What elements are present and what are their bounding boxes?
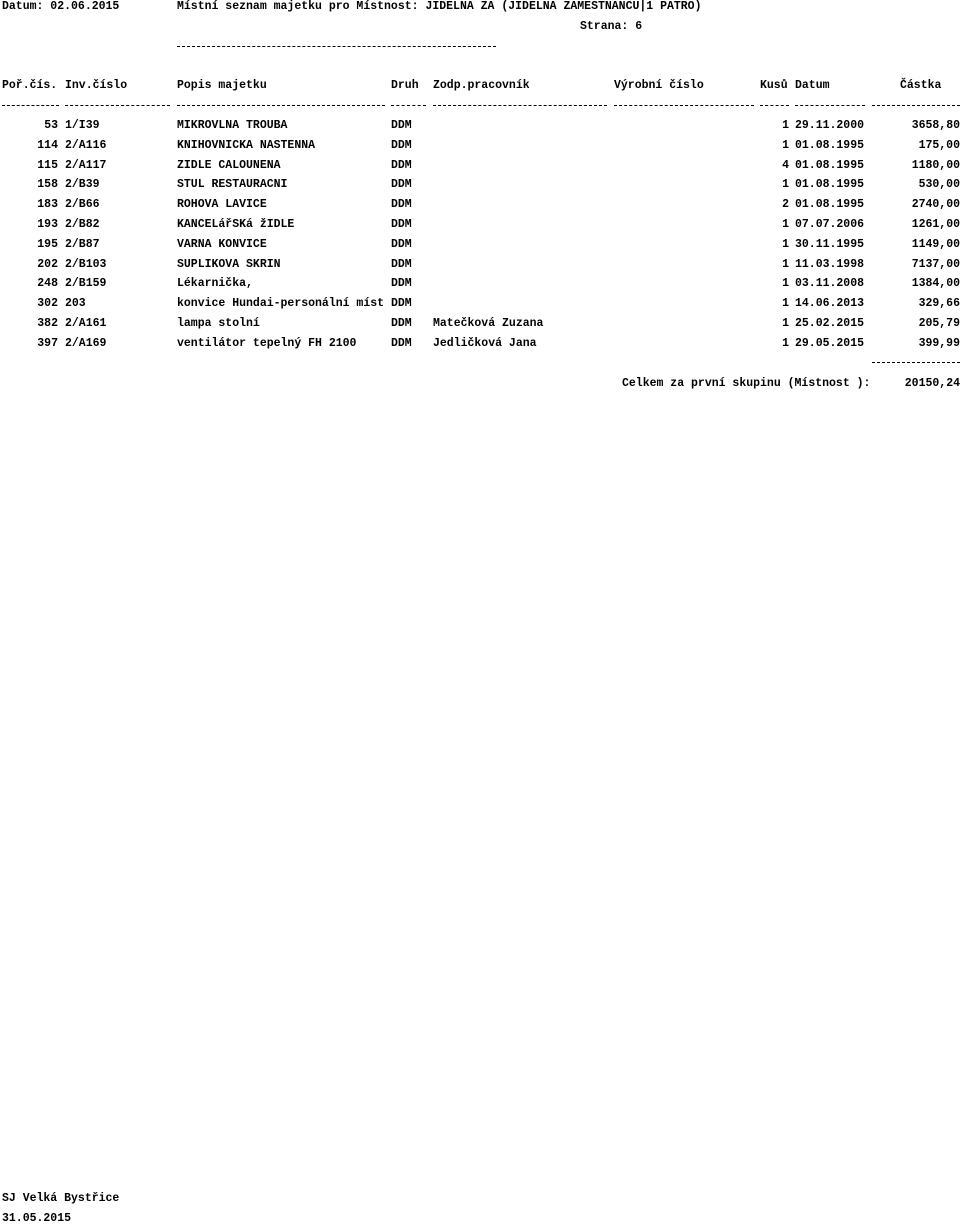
row-por-cis: 53: [44, 119, 58, 132]
row-inv-cislo: 2/B82: [65, 218, 100, 231]
row-kusu: 1: [782, 119, 789, 132]
header-rule: [433, 105, 607, 106]
row-popis: STUL RESTAURACNI: [177, 178, 288, 191]
row-por-cis: 248: [37, 277, 58, 290]
row-por-cis: 382: [37, 317, 58, 330]
header-rule: [795, 105, 865, 106]
row-inv-cislo: 2/B103: [65, 258, 107, 271]
row-popis: ROHOVA LAVICE: [177, 198, 267, 211]
row-kusu: 1: [782, 238, 789, 251]
footer-date: 31.05.2015: [2, 1212, 72, 1225]
row-castka: 3658,80: [911, 119, 960, 132]
header-rule: [2, 105, 59, 106]
row-druh: DDM: [391, 317, 412, 330]
row-datum: 01.08.1995: [795, 159, 865, 172]
row-druh: DDM: [391, 238, 412, 251]
row-por-cis: 158: [37, 178, 58, 191]
row-por-cis: 193: [37, 218, 58, 231]
row-datum: 25.02.2015: [795, 317, 865, 330]
row-popis: lampa stolní: [177, 317, 260, 330]
row-castka: 175,00: [918, 139, 960, 152]
total-rule: [872, 362, 960, 363]
row-datum: 29.05.2015: [795, 337, 865, 350]
row-inv-cislo: 2/A169: [65, 337, 107, 350]
row-datum: 01.08.1995: [795, 178, 865, 191]
row-druh: DDM: [391, 139, 412, 152]
header-rule: [65, 105, 170, 106]
row-druh: DDM: [391, 297, 412, 310]
row-castka: 2740,00: [911, 198, 960, 211]
row-kusu: 1: [782, 297, 789, 310]
col-header-kusu: Kusů: [760, 79, 788, 92]
row-inv-cislo: 2/B66: [65, 198, 100, 211]
row-datum: 29.11.2000: [795, 119, 865, 132]
header-rule: [614, 105, 754, 106]
header-rule: [391, 105, 426, 106]
row-castka: 329,66: [918, 297, 960, 310]
col-header-por-cis: Poř.čís.: [2, 79, 58, 92]
row-druh: DDM: [391, 277, 412, 290]
row-kusu: 1: [782, 277, 789, 290]
row-datum: 01.08.1995: [795, 139, 865, 152]
row-kusu: 1: [782, 218, 789, 231]
row-kusu: 1: [782, 337, 789, 350]
col-header-castka: Částka: [900, 79, 942, 92]
row-zodp: Matečková Zuzana: [433, 317, 544, 330]
row-popis: MIKROVLNA TROUBA: [177, 119, 288, 132]
row-inv-cislo: 2/B39: [65, 178, 100, 191]
title-underline: [177, 46, 496, 47]
report-title: Místní seznam majetku pro Místnost: JIDELNA ZA (JIDELNA ZAMESTNANCU|1 PATRO): [177, 0, 702, 13]
col-header-vyrobni: Výrobní číslo: [614, 79, 704, 92]
row-por-cis: 195: [37, 238, 58, 251]
row-datum: 14.06.2013: [795, 297, 865, 310]
row-zodp: Jedličková Jana: [433, 337, 537, 350]
row-kusu: 1: [782, 178, 789, 191]
row-inv-cislo: 2/A161: [65, 317, 107, 330]
row-castka: 1149,00: [911, 238, 960, 251]
row-inv-cislo: 2/B87: [65, 238, 100, 251]
row-datum: 07.07.2006: [795, 218, 865, 231]
col-header-druh: Druh: [391, 79, 419, 92]
page-number: Strana: 6: [580, 20, 643, 33]
row-popis: KANCELářSKá žIDLE: [177, 218, 295, 231]
header-rule: [872, 105, 960, 106]
row-inv-cislo: 203: [65, 297, 86, 310]
row-datum: 11.03.1998: [795, 258, 865, 271]
row-datum: 01.08.1995: [795, 198, 865, 211]
total-label: Celkem za první skupinu (Místnost ):: [622, 377, 871, 390]
row-castka: 205,79: [918, 317, 960, 330]
row-popis: Lékarnička,: [177, 277, 253, 290]
row-por-cis: 302: [37, 297, 58, 310]
col-header-zodp: Zodp.pracovník: [433, 79, 530, 92]
row-druh: DDM: [391, 258, 412, 271]
header-rule: [760, 105, 789, 106]
col-header-popis: Popis majetku: [177, 79, 267, 92]
col-header-datum: Datum: [795, 79, 830, 92]
row-popis: SUPLIKOVA SKRIN: [177, 258, 281, 271]
row-castka: 1384,00: [911, 277, 960, 290]
row-kusu: 1: [782, 258, 789, 271]
row-druh: DDM: [391, 178, 412, 191]
row-druh: DDM: [391, 337, 412, 350]
row-druh: DDM: [391, 159, 412, 172]
row-inv-cislo: 2/B159: [65, 277, 107, 290]
row-druh: DDM: [391, 218, 412, 231]
row-datum: 03.11.2008: [795, 277, 865, 290]
footer-organization: SJ Velká Bystřice: [2, 1192, 120, 1205]
row-popis: KNIHOVNICKA NASTENNA: [177, 139, 316, 152]
row-castka: 530,00: [918, 178, 960, 191]
row-por-cis: 183: [37, 198, 58, 211]
col-header-inv-cislo: Inv.číslo: [65, 79, 128, 92]
row-castka: 7137,00: [911, 258, 960, 271]
row-inv-cislo: 1/I39: [65, 119, 100, 132]
row-inv-cislo: 2/A117: [65, 159, 107, 172]
row-castka: 399,99: [918, 337, 960, 350]
row-kusu: 4: [782, 159, 789, 172]
row-kusu: 1: [782, 317, 789, 330]
row-kusu: 1: [782, 139, 789, 152]
row-popis: VARNA KONVICE: [177, 238, 267, 251]
row-datum: 30.11.1995: [795, 238, 865, 251]
row-por-cis: 202: [37, 258, 58, 271]
row-por-cis: 114: [37, 139, 58, 152]
row-por-cis: 397: [37, 337, 58, 350]
row-inv-cislo: 2/A116: [65, 139, 107, 152]
row-druh: DDM: [391, 198, 412, 211]
row-popis: konvice Hundai-personální míst: [177, 297, 385, 310]
header-rule: [177, 105, 385, 106]
total-value: 20150,24: [904, 377, 960, 390]
row-popis: ZIDLE CALOUNENA: [177, 159, 281, 172]
row-druh: DDM: [391, 119, 412, 132]
report-date: Datum: 02.06.2015: [2, 0, 120, 13]
row-por-cis: 115: [37, 159, 58, 172]
row-popis: ventilátor tepelný FH 2100: [177, 337, 357, 350]
row-kusu: 2: [782, 198, 789, 211]
row-castka: 1261,00: [911, 218, 960, 231]
row-castka: 1180,00: [911, 159, 960, 172]
